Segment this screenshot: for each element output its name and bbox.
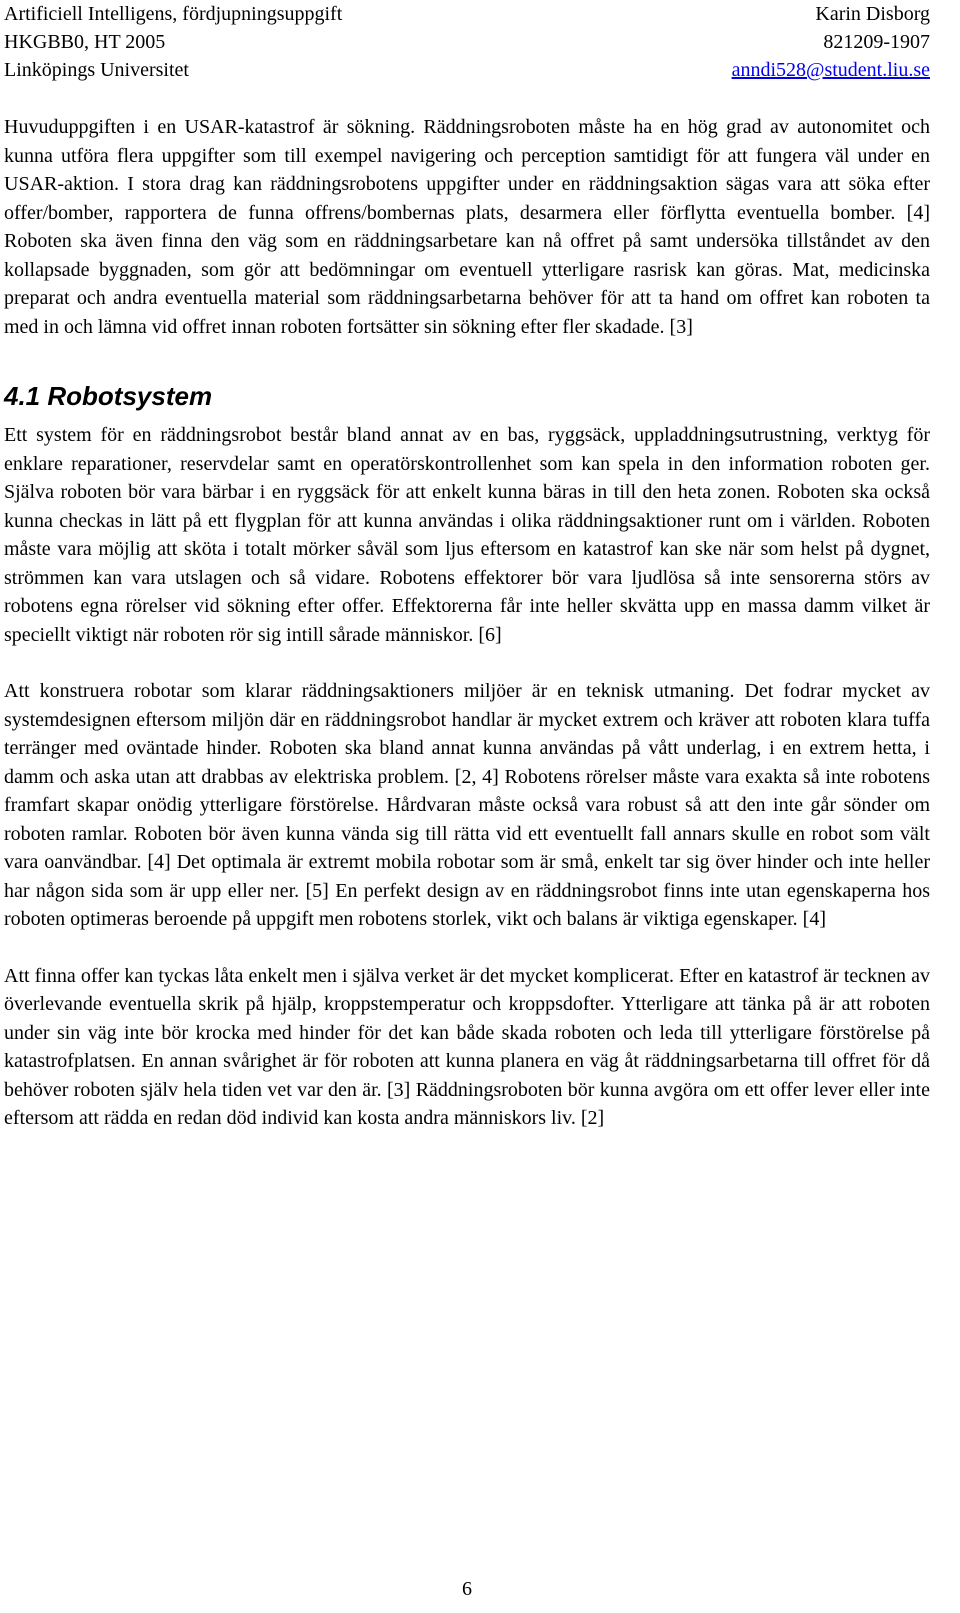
email-link[interactable]: anndi528@student.liu.se	[731, 59, 930, 81]
intro-paragraph: Huvuduppgiften i en USAR-katastrof är sökning. Räddningsroboten måste ha en hög grad av autonomitet och kunna utföra flera uppgifter som till exempel navigering och perception samtidigt för att fungera väl under en USAR-aktion. I stora drag kan räddningsrobotens uppgifter under en räddningsaktion sägas vara att söka efter offer/bomber, rapportera de funna offrens/bombernas plats, desarmera eller förflytta eventuella bomber. [4] Roboten ska även finna den väg som en räddningsarbetare kan nå offret på samt undersöka tillståndet av den kollapsade byggnaden, som gör att bedömningar om eventuell ytterligare rasrisk kan göras. Mat, medicinska preparat och andra eventuella material som räddningsarbetarna behöver för att ta hand om offret kan roboten ta med in och lämna vid offret innan roboten fortsätter sin sökning efter fler skadade. [3]	[4, 116, 930, 338]
document-page	[4, 0, 930, 1613]
document-body	[4, 113, 930, 1133]
university-name: Linköpings Universitet	[4, 59, 189, 81]
body-paragraph-2: Att konstruera robotar som klarar räddningsaktioners miljöer är en teknisk utmaning. Det fodrar mycket av systemdesignen eftersom miljön där en räddningsrobot handlar är mycket extrem och kräver att roboten klara tuffa terränger med oväntade hinder. Roboten ska bland annat kunna användas på vått underlag, i en extrem hetta, i damm och aska utan att drabbas av elektriska problem. [2, 4] Robotens rörelser måste vara exakta så inte robotens framfart skapar onödig ytterligare förstörelse. Hårdvaran måste också vara robust så att den inte går sönder om roboten ramlar. Roboten bör även kunna vända sig till rätta vid ett eventuellt fall annars skulle en robot som vält vara oanvändbar. [4] Det optimala är extremt mobila robotar som är små, enkelt tar sig över hinder och inte heller har någon sida som är upp eller ner. [5] En perfekt design av en räddningsrobot finns inte utan egenskaperna hos roboten optimeras beroende på uppgift men robotens storlek, vikt och balans är viktiga egenskaper. [4]	[4, 680, 930, 930]
page-header	[4, 0, 930, 84]
body-paragraph-3: Att finna offer kan tyckas låta enkelt men i själva verket är det mycket komplicerat. Efter en katastrof är tecknen av överlevande eventuella skrik på hjälp, kroppstemperatur och kroppsdofter. Ytterligare att tänka på är att roboten under sin väg inte bör krocka med hinder för det kan både skada roboten och leda till ytterligare förstörelse på katastrofplatsen. En annan svårighet är för roboten att kunna planera en väg åt räddningsarbetarna till offret för då behöver roboten själv hela tiden vet var den är. [3] Räddningsroboten bör kunna avgöra om ett offer lever eller inte eftersom att rädda en redan död individ kan kosta andra människors liv. [2]	[4, 964, 930, 1129]
page-number: 6	[462, 1578, 472, 1600]
header-row-1	[4, 0, 930, 28]
header-row-2	[4, 28, 930, 56]
course-title: Artificiell Intelligens, fördjupningsuppgift	[4, 3, 343, 25]
author-name: Karin Disborg	[815, 3, 930, 25]
body-paragraph-1: Ett system för en räddningsrobot består bland annat av en bas, ryggsäck, uppladdningsutrustning, verktyg för enklare reparationer, reservdelar samt en operatörskontrollenhet som kan spela in den information roboten ger. Själva roboten bör vara bärbar i en ryggsäck för att enkelt kunna bäras in till den heta zonen. Roboten ska också kunna checkas in lätt på ett flygplan för att kunna användas i olika räddningsaktioner runt om i världen. Roboten måste vara möjlig att sköta i totalt mörker såväl som ljus eftersom en katastrof kan ske när som helst på dygnet, strömmen kan vara utslagen och så vidare. Robotens effektorer bör vara ljudlösa så inte sensorerna störs av robotens egna rörelser vid sökning efter offer. Effektorerna får inte heller skvätta upp en massa damm vilket är speciellt viktigt när roboten rör sig intill sårade människor. [6]	[4, 424, 930, 646]
header-row-3	[4, 56, 930, 84]
section-heading: 4.1 Robotsystem	[4, 381, 213, 411]
student-id: 821209-1907	[823, 31, 930, 53]
course-code: HKGBB0, HT 2005	[4, 31, 166, 53]
